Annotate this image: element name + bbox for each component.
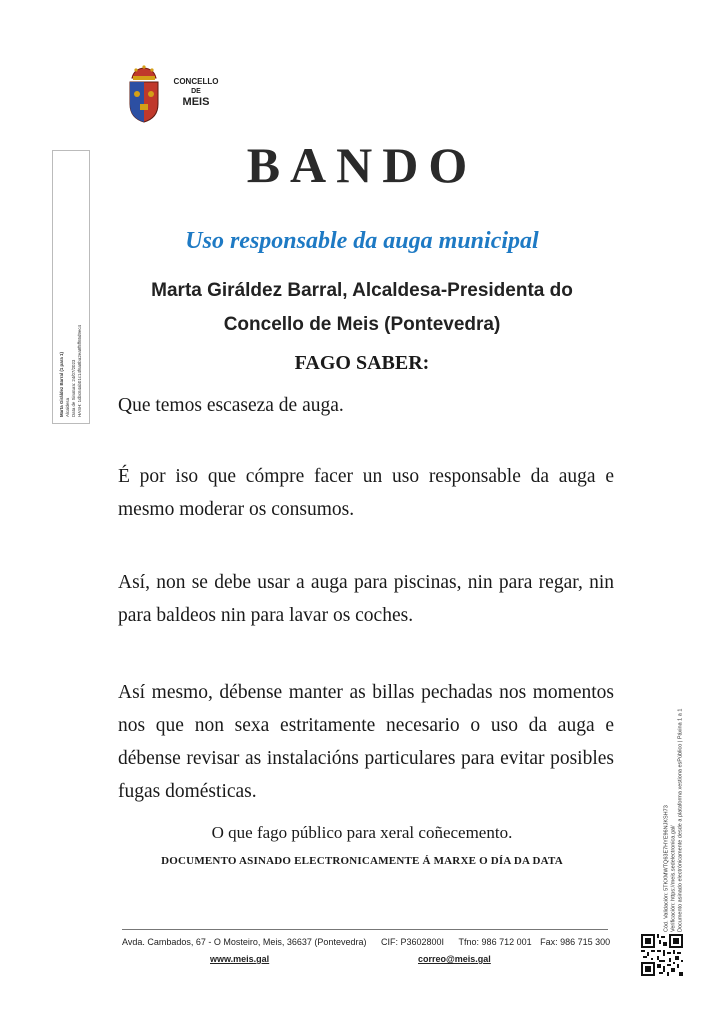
footer-phone: Tfno: 986 712 001 [458,937,532,947]
logo-line-2: DE [191,88,201,95]
logo-text [168,77,224,109]
signature-date: Data de Sinatura: 24/07/2023 [71,359,76,417]
coat-of-arms-icon [126,64,162,124]
logo-line-1: CONCELLO [173,77,219,86]
signature-hash: HASH: 1dbc64ab01c14f6a8ba2ea8f5ff65d9ec4 [77,325,82,417]
paragraph-1: Que temos escaseza de auga. [118,395,344,416]
validation-url: Verificación: https://meis.sedelectronica.gal/ [670,825,677,932]
website-link[interactable]: www.meis.gal [210,954,270,964]
paragraph-2: É por iso que cómpre facer un uso responsable da auga e mesmo moderar os consumos. [118,466,614,520]
signer-role: Alcaldesa [65,397,70,417]
footer-cif: CIF: P3602800I [380,937,445,947]
closing-statement: O que fago público para xeral coñecemento. [211,823,513,842]
validation-stamp [664,632,685,932]
author-line-2: Concello de Meis (Pontevedra) [223,314,501,335]
paragraph-3: Así, non se debe usar a auga para piscinas, nin para regar, nin para baldeos nin para lavar os coches. [118,572,614,626]
footer-contact [122,937,612,947]
footer-address: Avda. Cambados, 67 - O Mosteiro, Meis, 36637 (Pontevedra) [122,937,367,947]
footer-fax: Fax: 986 715 300 [540,937,611,947]
author-line-1: Marta Giráldez Barral, Alcaldesa-Presidenta do [151,280,573,301]
footer-divider [122,929,608,930]
paragraph-4: Así mesmo, débense manter as billas pechadas nos momentos nos que non sexa estritamente necesario o uso da auga e débense revisar as instalacións particulares para evitar posibles fugas domésticas. [118,682,614,802]
signed-note: DOCUMENTO ASINADO ELECTRONICAMENTE Á MARXE O DÍA DA DATA [161,855,563,867]
validation-code: Cód. Validación: 5TKXMWTQ63E7HYE96NJKSH73 [663,805,670,932]
document-subtitle: Uso responsable da auga municipal [185,228,539,254]
qr-code-icon [641,934,683,976]
signer-name: Marta Giráldez Barral (1 para 1) [59,352,64,417]
municipal-logo [124,64,234,124]
logo-line-3: MEIS [182,96,210,108]
announcement-heading: FAGO SABER: [294,352,430,374]
email-link[interactable]: correo@meis.gal [418,954,491,964]
document-title: BANDO [246,137,478,193]
validation-platform: Documento asinado electrónicamente desde a plataforma xestiona esPúblico | Páxina 1 a 1 [677,708,684,932]
